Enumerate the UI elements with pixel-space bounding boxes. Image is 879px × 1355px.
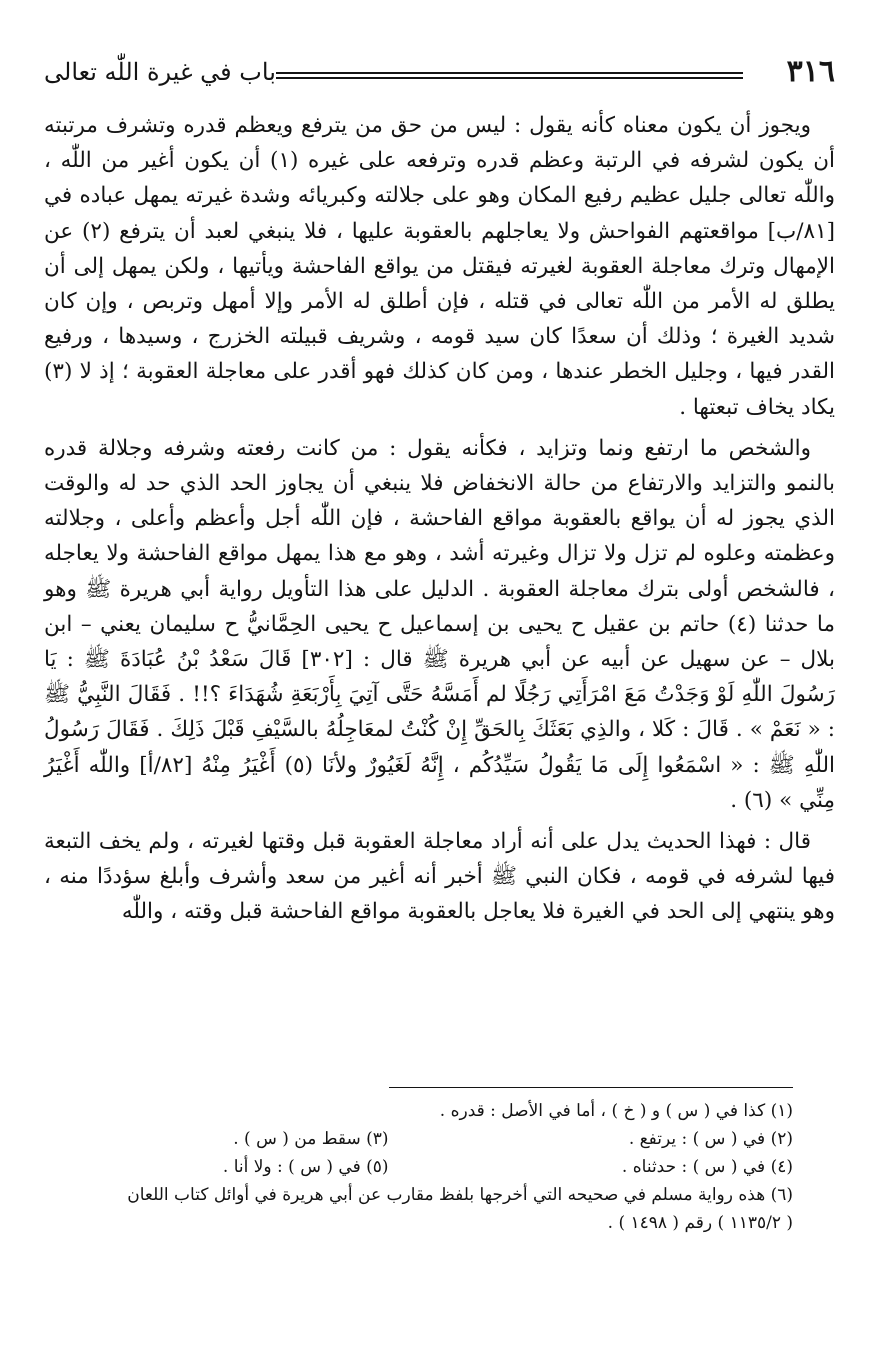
- footnote-row: [44, 1125, 793, 1153]
- header-double-rule: [276, 72, 743, 79]
- paragraph-2: والشخص ما ارتفع ونما وتزايد ، فكأنه يقول : من كانت رفعته وشرفه وجلالة قدره بالنمو والتزايد والارتفاع من حالة الانخفاض فلا ينبغي أن يجاوز الحد الذي حد له والوقت الذي يجوز له أن يواقع بالعقوبة مواقع الفاحشة ، فإن اللّٰه أجل وأعظم وأعلى ، وجلالته وعظمته وعلوه لم تزل ولا تزال وغيرته أشد ، وهو مع هذا يمهل مواقع الفاحشة ولا يعاجله ، فالشخص أولى بترك معاجلة العقوبة . الدليل على هذا التأويل رواية أبي هريرة ﷺ وهو ما حدثنا (٤) حاتم بن عقيل ح يحيى بن إسماعيل ح يحيى الحِمَّانيُّ ح سليمان يعني – ابن بلال – عن سهيل عن أبيه عن أبي هريرة ﷺ قال : [٣٠٢] قَالَ سَعْدُ بْنُ عُبَادَةَ ﷺ : يَا رَسُولَ اللّٰهِ لَوْ وَجَدْتُ مَعَ امْرَأَتِي رَجُلًا لم أَمَسَّهُ حَتَّى آتِيَ بِأَرْبَعَةِ شُهَدَاءَ ؟!! . فَقَالَ النَّبِيُّ ﷺ : « نَعَمْ » . قَالَ : كَلا ، والذِي بَعَثَكَ بِالحَقِّ إِنْ كُنْتُ لمعَاجِلُهُ بالسَّيْفِ قَبْلَ ذَلِكَ . فَقَالَ رَسُولُ اللّٰهِ ﷺ : « اسْمَعُوا إِلَى مَا يَقُولُ سَيِّدُكُم ، إِنَّهُ لَغَيُورٌ ولأنَا (٥) أَغْيَرُ مِنْهُ [٨٢/أ] واللّٰه أَغْيَرُ مِنِّي » (٦) .: [44, 435, 835, 813]
- paragraph-3: قال : فهذا الحديث يدل على أنه أراد معاجلة العقوبة قبل وقتها لغيرته ، ولم يخف التبعة فيها لشرفه في قومه ، فكان النبي ﷺ أخبر أنه أغير من سعد وأشرف وأبلغ سؤددًا منه ، وهو ينتهي إلى الحد في الغيرة فلا يعاجل بالعقوبة مواقع الفاحشة قبل وقته ، واللّٰه: [44, 829, 836, 925]
- footnote-separator: [389, 1087, 793, 1088]
- footnote-3: (٣) سقط من ( س ) .: [233, 1129, 389, 1149]
- footnote-row: [44, 1181, 793, 1209]
- footnote-row: [44, 1153, 793, 1181]
- page-number: ٣١٦: [786, 54, 835, 89]
- main-text: [44, 108, 835, 936]
- footnote-5: (٥) في ( س ) : ولا أنا .: [222, 1157, 389, 1177]
- footnote-1: (١) كذا في ( س ) و ( خ ) ، أما في الأصل : قدره .: [439, 1101, 793, 1121]
- paragraph-1: ويجوز أن يكون معناه كأنه يقول : ليس من حق من يترفع ويعظم قدره وتشرف مرتبته أن يكون لشرفه في الرتبة وعظم قدره وترفعه على غيره (١) أن يكون أغير من اللّٰه ، واللّٰه تعالى جليل عظيم رفيع المكان وهو على جلالته وكبريائه وشدة غيرته يمهل عباده في [٨١/ب] مواقعتهم الفواحش ولا يعاجلهم بالعقوبة عليها ، فلا ينبغي لعبد أن يترفع (٢) عن الإمهال وترك معاجلة العقوبة لغيرته فيقتل من يواقع الفاحشة ويأتيها ، ولكن يمهل إلى أن يطلق له الأمر من اللّٰه تعالى في قتله ، فإن أطلق له الأمر وإلا أمهل وتربص ، وإن كان شديد الغيرة ؛ وذلك أن سعدًا كان سيد قومه ، وشريف قبيلته الخزرج ، وسيدها ، ورفيع القدر فيها ، وجليل الخطر عندها ، ومن كان كذلك فهو أقدر على معاجلة العقوبة ؛ إذ لا (٣) يكاد يخاف تبعتها .: [44, 113, 836, 420]
- footnote-6-continued: ( ١١٣٥/٢ ) رقم ( ١٤٩٨ ) .: [607, 1213, 793, 1233]
- footnote-6: (٦) هذه رواية مسلم في صحيحه التي أخرجها بلفظ مقارب عن أبي هريرة في أوائل كتاب اللعان: [127, 1185, 793, 1205]
- footnote-row: [44, 1097, 793, 1125]
- page-header: [44, 52, 835, 98]
- footnote-2: (٢) في ( س ) : يرتفع .: [628, 1129, 793, 1149]
- footnote-4: (٤) في ( س ) : حدثناه .: [621, 1157, 793, 1177]
- footnotes: [44, 1097, 793, 1237]
- footnote-row: [44, 1209, 793, 1237]
- running-title: باب في غيرة اللّٰه تعالى: [44, 58, 276, 86]
